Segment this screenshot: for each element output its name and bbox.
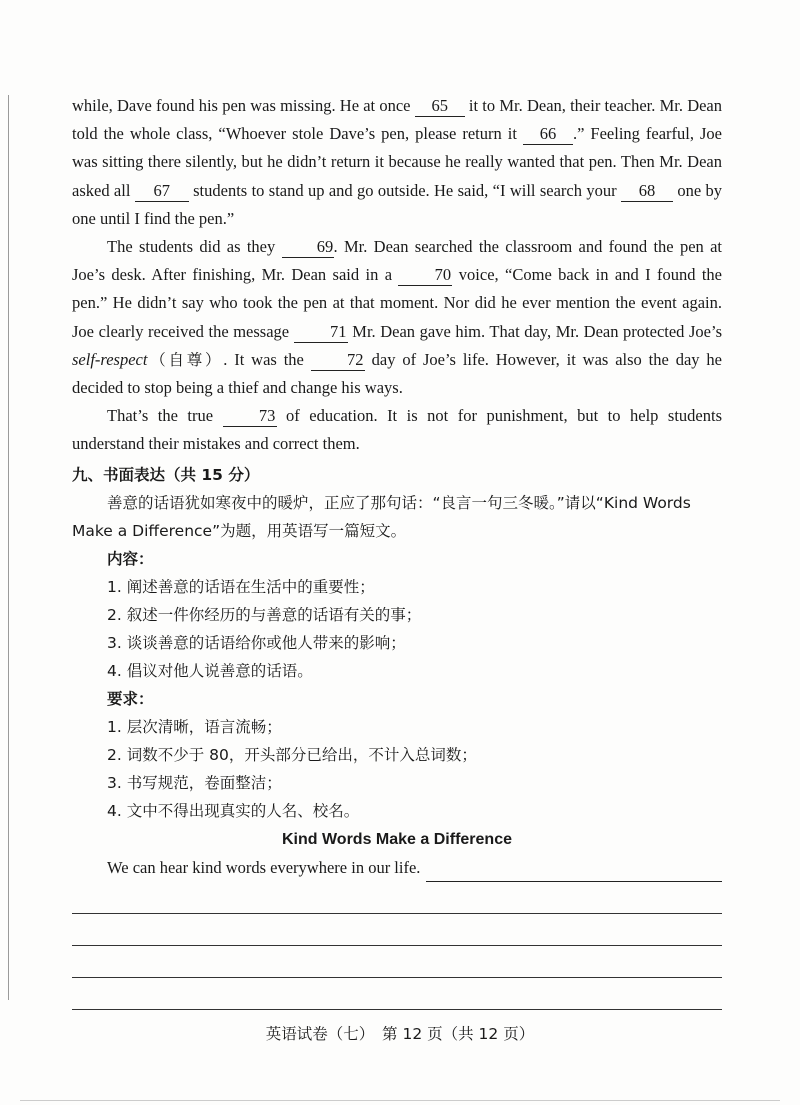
passage-text: one by one until I find the pen.” (72, 180, 723, 228)
blank-70[interactable]: 70 (398, 265, 452, 286)
blank-71[interactable]: 71 (294, 322, 348, 343)
essay-opening-sentence: We can hear kind words everywhere in our life. (107, 857, 421, 877)
passage-text: it to Mr. Dean, their teacher. Mr. Dean told the whole class, “Whoever stole Dave’s pen, please return it (72, 96, 723, 144)
requirement-item: 1. 层次清晰，语言流畅； (107, 717, 282, 736)
binding-margin-line (8, 95, 9, 1000)
blank-68[interactable]: 68 (621, 181, 673, 202)
writing-line[interactable] (72, 882, 722, 914)
passage-text: voice, “Come back in and I found the pen.” He didn’t say who took the pen at that moment. Nor did he ever mention the event again. Joe clearly received the message (72, 265, 723, 341)
blank-67[interactable]: 67 (135, 181, 189, 202)
passage-paragraph-3 (72, 402, 722, 458)
passage-text: while, Dave found his pen was missing. He at once (72, 96, 415, 115)
blank-72[interactable]: 72 (311, 350, 365, 371)
content-item: 3. 谈谈善意的话语给你或他人带来的影响； (107, 633, 406, 652)
passage-text: of education. It is not for punishment, but to help students understand their mistakes and correct them. (72, 406, 722, 454)
italic-term: self-respect (72, 349, 148, 369)
passage-text: The students did as they (107, 237, 282, 257)
blank-65[interactable]: 65 (415, 96, 465, 117)
scan-bottom-edge (20, 1100, 780, 1101)
essay-opening-line (72, 854, 722, 882)
section-title: 九、书面表达（共 15 分） (72, 465, 260, 484)
blank-69[interactable]: 69 (282, 237, 334, 258)
exam-page (72, 92, 722, 1010)
content-item: 4. 倡议对他人说善意的话语。 (107, 661, 313, 680)
blank-66[interactable]: 66 (523, 124, 573, 145)
content-item: 2. 叙述一件你经历的与善意的话语有关的事； (107, 605, 422, 624)
passage-text: . It was the (223, 349, 311, 369)
chinese-gloss: （自尊） (147, 350, 224, 369)
requirements-heading: 要求： (107, 689, 154, 708)
page-footer: 英语试卷（七） 第 12 页（共 12 页） (265, 1025, 535, 1043)
passage-text: day of Joe’s life. However, it was also the day he decided to stop being a thief and change his ways. (72, 349, 722, 398)
writing-line[interactable] (72, 946, 722, 978)
passage-text: .” Feeling fearful, Joe was sitting there silently, but he didn’t return it because he really wanted that pen. Then Mr. Dean asked all (72, 124, 723, 200)
writing-line[interactable] (72, 978, 722, 1010)
passage-text: students to stand up and go outside. He said, “I will search your (188, 180, 621, 200)
content-heading: 内容： (107, 549, 154, 568)
passage-text: . Mr. Dean searched the classroom and found the pen at Joe’s desk. After finishing, Mr. Dean said in a (72, 237, 722, 285)
requirement-item: 3. 书写规范，卷面整洁； (107, 773, 282, 792)
passage-text: That’s the true (107, 406, 223, 426)
requirement-item: 2. 词数不少于 80，开头部分已给出，不计入总词数； (107, 745, 477, 764)
writing-fill-line[interactable] (426, 861, 722, 882)
blank-73[interactable]: 73 (223, 406, 277, 427)
passage-text: Mr. Dean gave him. That day, Mr. Dean protected Joe’s (347, 321, 722, 341)
passage-paragraph-1 (72, 92, 722, 233)
essay-title: Kind Words Make a Difference (282, 830, 512, 848)
writing-line[interactable] (72, 914, 722, 946)
writing-prompt: 善意的话语犹如寒夜中的暖炉，正应了那句话：“良言一句三冬暖。”请以“Kind Words Make a Difference”为题，用英语写一篇短文。 (72, 493, 691, 540)
passage-paragraph-2 (72, 233, 722, 402)
content-item: 1. 阐述善意的话语在生活中的重要性； (107, 577, 375, 596)
requirement-item: 4. 文中不得出现真实的人名、校名。 (107, 801, 360, 820)
